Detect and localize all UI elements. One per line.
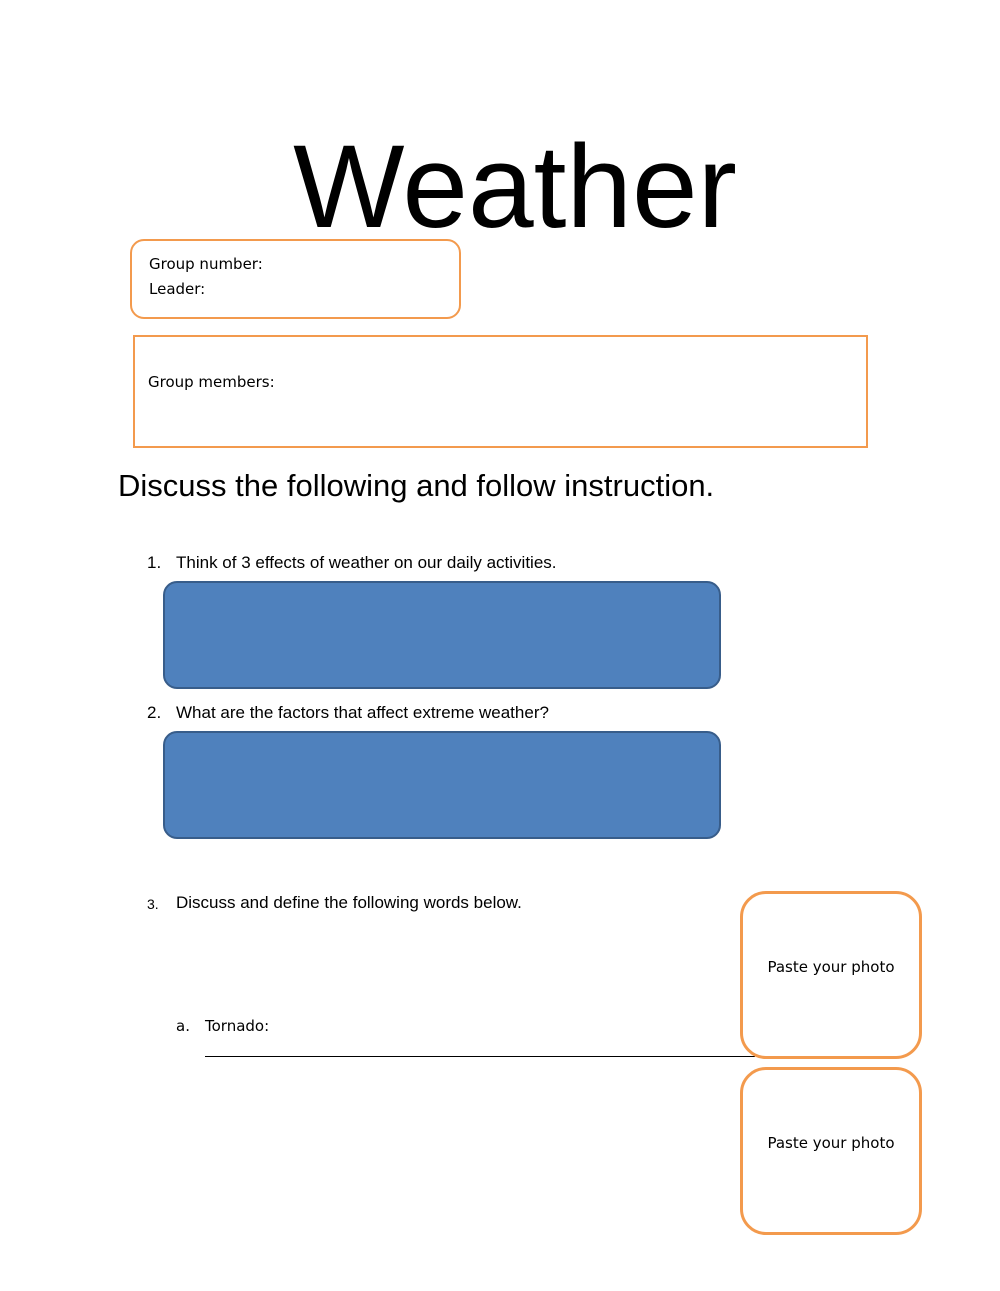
group-members-label: Group members: [148,373,275,391]
photo-box-1[interactable] [740,891,922,1059]
answer-box-2[interactable] [163,731,721,839]
question-2-number: 2. [147,703,162,722]
photo-box-1-label: Paste your photo [767,958,895,976]
group-number-label: Group number: [149,255,263,273]
instruction-heading: Discuss the following and follow instruction. [118,468,715,503]
sub-item-a-text: Tornado: [205,1017,270,1035]
photo-box-2[interactable] [740,1067,922,1235]
answer-box-1[interactable] [163,581,721,689]
tornado-answer-line[interactable] [205,1056,755,1057]
page-title: Weather [293,121,737,253]
question-1-text: Think of 3 effects of weather on our daily activities. [176,553,557,572]
leader-label: Leader: [149,280,206,298]
group-members-box [133,335,868,448]
question-3-text: Discuss and define the following words below. [176,893,522,912]
question-3-number: 3. [147,896,159,912]
sub-item-a-letter: a. [176,1017,190,1035]
photo-box-2-label: Paste your photo [767,1134,895,1152]
group-info-box [130,239,461,319]
question-2-text: What are the factors that affect extreme weather? [176,703,549,722]
question-1-number: 1. [147,553,162,572]
